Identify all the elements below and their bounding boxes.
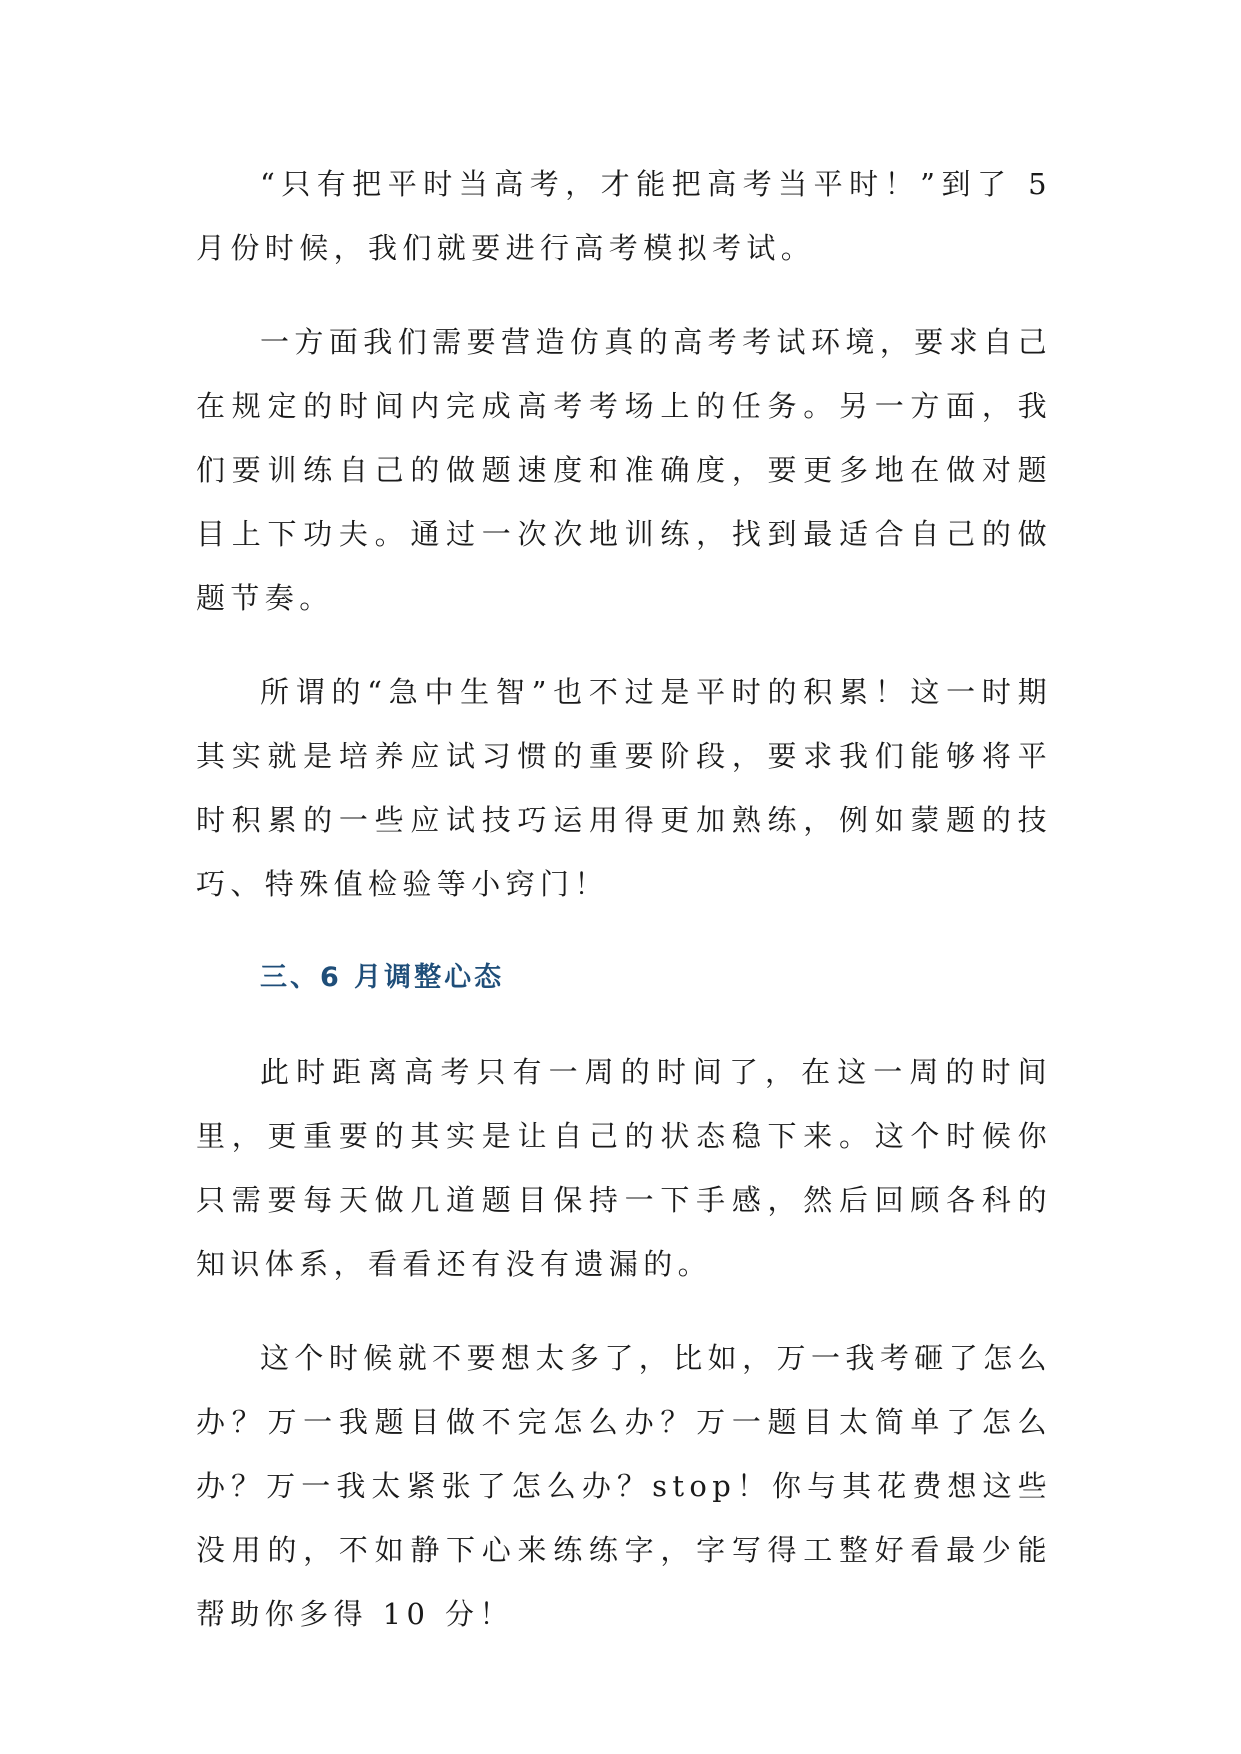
paragraph-final-week: 此时距离高考只有一周的时间了，在这一周的时间里，更重要的其实是让自己的状态稳下来。这个时候你只需要每天做几道题目保持一下手感，然后回顾各科的知识体系，看看还有没有遗漏的。 xyxy=(196,1055,1052,1281)
section-heading-june: 三、6 月调整心态 xyxy=(260,962,505,993)
paragraph-mock-exam: “只有把平时当高考，才能把高考当平时！”到了 5 月份时候，我们就要进行高考模拟考试。 xyxy=(196,167,1052,265)
paragraph-exam-environment: 一方面我们需要营造仿真的高考考试环境，要求自己在规定的时间内完成高考考场上的任务。另一方面，我们要训练自己的做题速度和准确度，要更多地在做对题目上下功夫。通过一次次地训练，找到最适合自己的做题节奏。 xyxy=(196,325,1052,615)
paragraph-dont-overthink: 这个时候就不要想太多了，比如，万一我考砸了怎么办？万一我题目做不完怎么办？万一题目太简单了怎么办？万一我太紧张了怎么办？stop！你与其花费想这些没用的，不如静下心来练练字，字写得工整好看最少能帮助你多得 10 分！ xyxy=(196,1341,1052,1631)
document-page xyxy=(196,152,1052,1646)
paragraph-exam-habits: 所谓的“急中生智”也不过是平时的积累！这一时期其实就是培养应试习惯的重要阶段，要求我们能够将平时积累的一些应试技巧运用得更加熟练，例如蒙题的技巧、特殊值检验等小窍门！ xyxy=(196,675,1052,901)
